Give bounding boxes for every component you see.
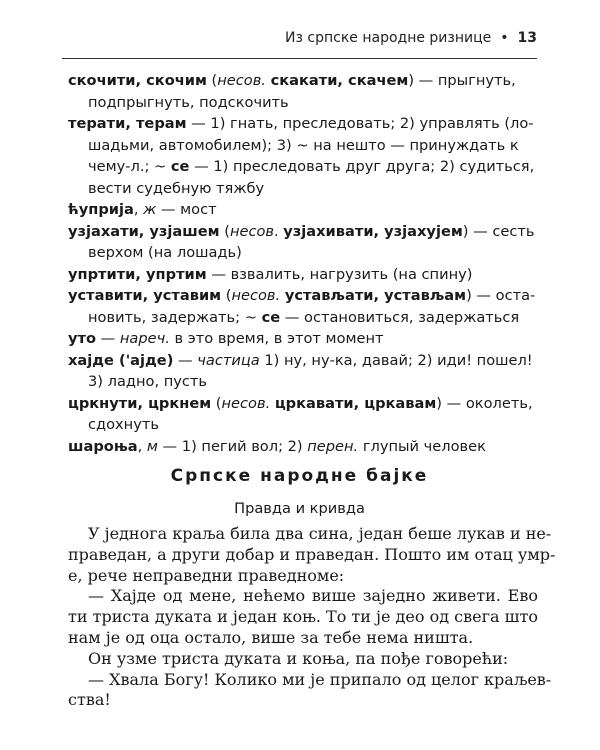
grammar-label: несов. — [231, 287, 281, 304]
definition-text: , — [133, 201, 144, 218]
glossary-entry — [68, 264, 538, 286]
definition-text: чему-л.; ~ — [88, 158, 171, 175]
story-line: — Хвала Богу! Колико ми је припало од целог краљев- — [88, 669, 552, 689]
headword: скочити, скочим — [68, 72, 207, 89]
grammar-label: перен. — [307, 437, 359, 455]
story-line: нам је од оца остало, више за тебе нема ништа. — [68, 627, 474, 647]
headword: се — [261, 308, 281, 326]
story-title: Правда и кривда — [234, 500, 365, 517]
story-text — [68, 524, 556, 711]
grammar-label: частица — [197, 351, 260, 369]
definition-text: ) — сесть — [462, 222, 535, 240]
story-line: Он узме триста дуката и коња, па пође говорећи: — [88, 648, 509, 668]
headword: узјахивати, узјахујем — [283, 222, 463, 240]
definition-text: новить, задержать; ~ — [88, 308, 262, 326]
grammar-label: несов — [229, 222, 275, 240]
definition-text: — взвалить, нагрузить (на спину) — [206, 265, 473, 283]
grammar-label: м — [146, 437, 158, 455]
definition-text: . — [274, 222, 284, 240]
headword: цркнути, цркнем — [68, 394, 212, 412]
grammar-label: несов. — [217, 72, 266, 89]
glossary-entry — [68, 199, 538, 221]
running-title: Из српске народне ризнице — [285, 30, 492, 46]
definition-text: — 1) преследовать друг друга; 2) судиться, — [189, 158, 535, 175]
definition-text: , — [137, 437, 147, 455]
definition-text: ( — [211, 394, 222, 412]
definition-text: ( — [219, 222, 230, 240]
headword: шароња — [68, 437, 138, 455]
story-line: праведан, а други добар и праведан. Пошто им отац умр- — [68, 544, 556, 564]
headword: устављати, устављам — [284, 287, 467, 304]
headword: цркавати, цркавам — [274, 394, 437, 412]
story-line: ства! — [68, 690, 111, 710]
headword: упртити, упртим — [68, 265, 207, 283]
headword: скакати, скачем — [270, 72, 409, 89]
headword: се — [170, 158, 190, 175]
glossary-entry — [68, 285, 538, 328]
section-title: Српске народне бајке — [170, 466, 429, 486]
definition-text: — 1) пегий вол; 2) — [157, 437, 308, 455]
definition-text: сдохнуть — [88, 416, 159, 433]
definition-text: 1) ну, ну-ка, давай; 2) иди! пошел! — [259, 351, 533, 369]
definition-text: ( — [221, 287, 232, 304]
glossary-entry — [68, 113, 538, 199]
definition-text: — — [96, 330, 120, 347]
definition-text: в это время, в этот момент — [169, 330, 384, 347]
definition-text: 3) ладно, пусть — [88, 373, 208, 390]
glossary-entry — [68, 328, 538, 350]
story-line: ти триста дуката и један коњ. То ти је део од свега што — [68, 607, 538, 627]
definition-text: — остановиться, задержаться — [280, 308, 520, 326]
definition-text: — — [173, 351, 198, 369]
definition-text: ( — [206, 72, 218, 89]
definition-text: ) — прыгнуть, — [408, 72, 516, 89]
headword: терати, терам — [68, 115, 187, 132]
running-header — [62, 30, 537, 46]
definition-text: верхом (на лошадь) — [88, 244, 242, 261]
page-number: 13 — [517, 30, 537, 46]
story-line: У једнога краља била два сина, један беше лукав и не- — [88, 524, 552, 543]
glossary-entry — [68, 393, 538, 436]
glossary-entry — [68, 221, 538, 264]
definition-text: ) — околеть, — [436, 394, 533, 412]
story-line: е, рече неправедни праведноме: — [68, 565, 345, 585]
definition-text: ) — оста- — [466, 287, 536, 304]
headword: узјахати, узјашем — [68, 222, 220, 240]
header-rule — [62, 58, 537, 59]
grammar-label: нареч. — [119, 330, 170, 347]
glossary — [68, 70, 538, 457]
glossary-entry — [68, 70, 538, 113]
definition-text: глупый человек — [358, 437, 486, 455]
headword: ћуприја — [68, 201, 134, 218]
definition-text: шадьми, автомобилем); 3) ~ на нешто — принуждать к — [88, 136, 519, 154]
grammar-label: несов. — [221, 394, 271, 412]
story-line: — Хајде од мене, нећемо више заједно живети. Ево — [88, 586, 538, 606]
headword: хајде ('ајде) — [68, 351, 174, 369]
definition-text: подпрыгнуть, подскочить — [88, 93, 289, 111]
definition-text: вести судебную тяжбу — [88, 179, 265, 197]
definition-text: — 1) гнать, преследовать; 2) управлять (ло- — [186, 115, 534, 132]
glossary-entry — [68, 350, 538, 393]
definition-text: — мост — [156, 201, 217, 218]
glossary-entry — [68, 436, 538, 458]
grammar-label: ж — [143, 201, 157, 218]
bullet-separator: • — [500, 30, 509, 46]
headword: уставити, уставим — [68, 287, 222, 304]
headword: уто — [68, 330, 96, 347]
